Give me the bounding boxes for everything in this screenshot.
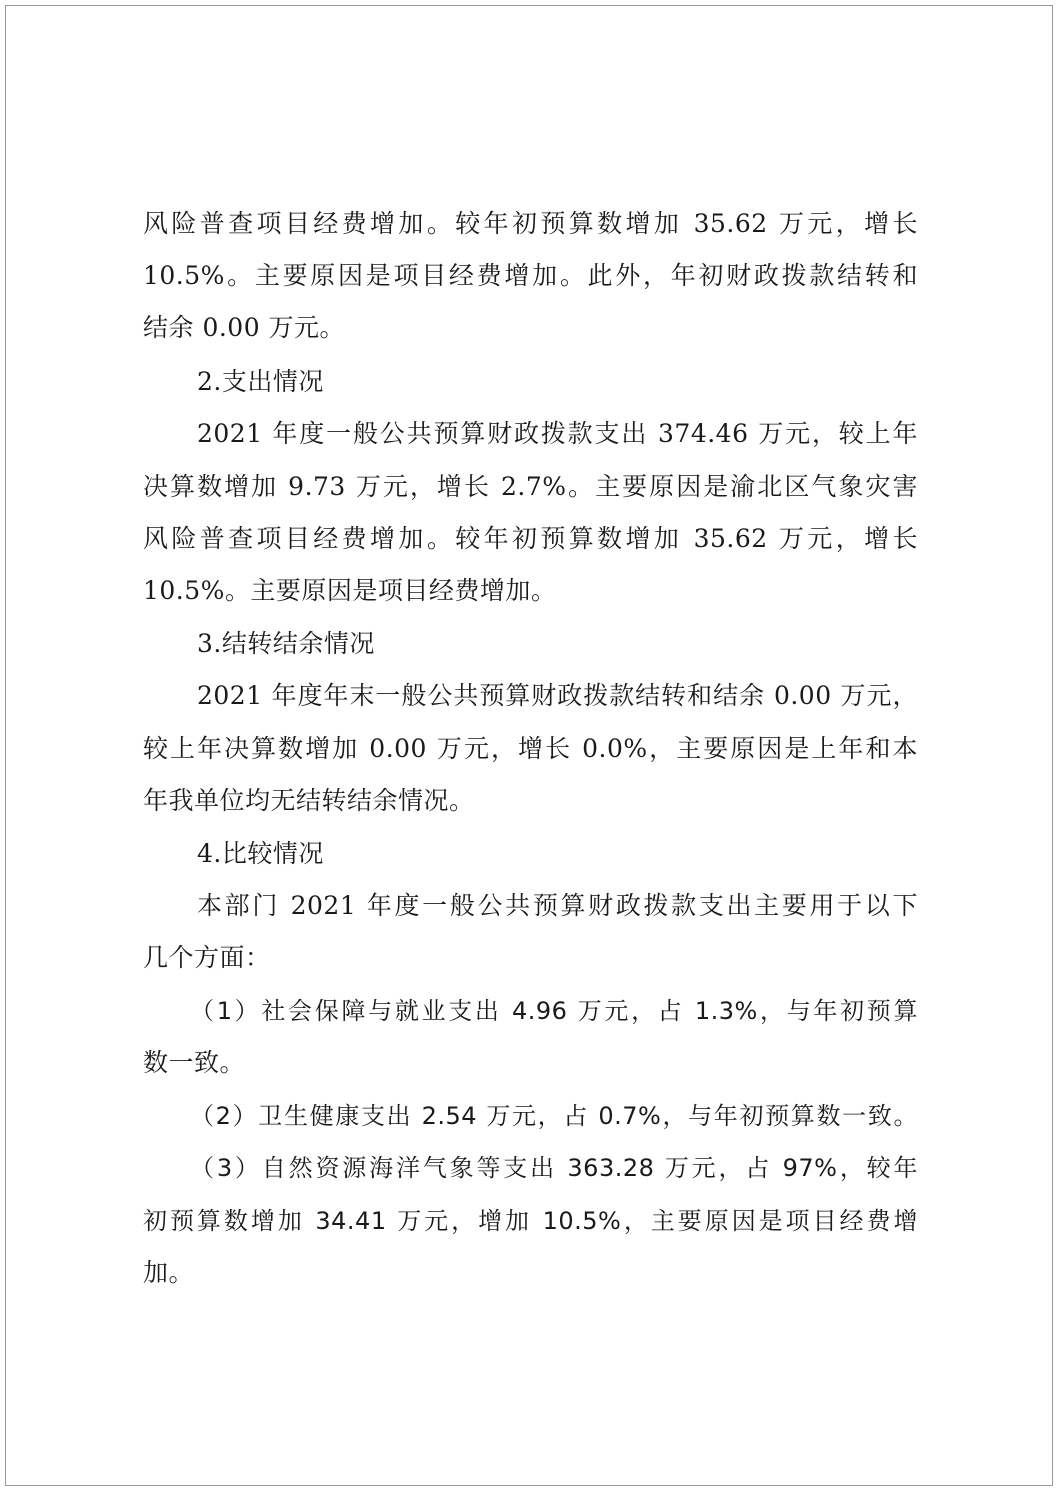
- text-line: （3）自然资源海洋气象等支出 363.28 万元，占 97%，较年: [190, 1154, 918, 1182]
- text-line: 结余 0.00 万元。: [143, 313, 346, 342]
- text-line: 10.5%。主要原因是项目经费增加。: [143, 576, 557, 605]
- text-line: （2）卫生健康支出 2.54 万元，占 0.7%，与年初预算数一致。: [190, 1102, 918, 1130]
- section-heading: 2.支出情况: [197, 367, 324, 396]
- text-line: 风险普查项目经费增加。较年初预算数增加 35.62 万元，增长: [143, 209, 918, 238]
- text-line: 本部门 2021 年度一般公共预算财政拨款支出主要用于以下: [197, 891, 918, 920]
- text-line: 数一致。: [143, 1048, 246, 1077]
- text-line: 10.5%。主要原因是项目经费增加。此外，年初财政拨款结转和: [143, 261, 918, 290]
- text-line: 加。: [143, 1258, 195, 1287]
- section-heading: 4.比较情况: [197, 839, 324, 868]
- text-line: 决算数增加 9.73 万元，增长 2.7%。主要原因是渝北区气象灾害: [143, 472, 918, 501]
- section-heading: 3.结转结余情况: [197, 629, 375, 658]
- text-line: 较上年决算数增加 0.00 万元，增长 0.0%，主要原因是上年和本: [143, 734, 918, 763]
- text-line: 2021 年度年末一般公共预算财政拨款结转和结余 0.00 万元，: [197, 681, 918, 710]
- text-line: 风险普查项目经费增加。较年初预算数增加 35.62 万元，增长: [143, 524, 918, 553]
- text-line: 年我单位均无结转结余情况。: [143, 786, 475, 815]
- text-line: 初预算数增加 34.41 万元，增加 10.5%，主要原因是项目经费增: [143, 1207, 918, 1235]
- text-line: （1）社会保障与就业支出 4.96 万元，占 1.3%，与年初预算: [190, 997, 918, 1025]
- text-line: 几个方面：: [143, 943, 271, 972]
- text-line: 2021 年度一般公共预算财政拨款支出 374.46 万元，较上年: [197, 419, 918, 448]
